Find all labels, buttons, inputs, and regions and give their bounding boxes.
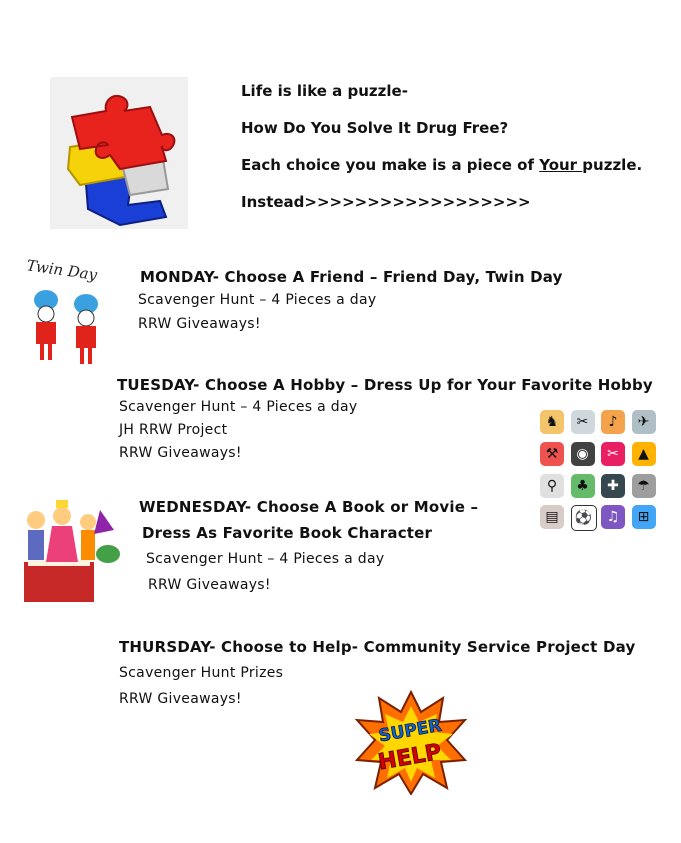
thursday-item-2: RRW Giveaways! (119, 691, 242, 707)
tent-icon: ▲ (632, 442, 656, 466)
wednesday-item-1: Scavenger Hunt – 4 Pieces a day (146, 551, 385, 567)
bicycle-icon: ⚲ (540, 474, 564, 498)
super-help-burst-icon (355, 690, 467, 795)
thursday-item-1: Scavenger Hunt Prizes (119, 665, 284, 681)
help-label: HELP (376, 739, 444, 776)
intro-line-3-underlined: Your (539, 156, 583, 174)
puzzle-image (50, 77, 188, 229)
tools-icon: ✂ (571, 410, 595, 434)
wednesday-heading-line-2: Dress As Favorite Book Character (142, 524, 433, 542)
thursday-heading: THURSDAY- Choose to Help- Community Service Project Day (119, 638, 636, 656)
wednesday-heading-line-1: WEDNESDAY- Choose A Book or Movie – (139, 498, 479, 516)
soccer-ball-icon: ⚽ (571, 505, 597, 531)
twin-characters-icon (18, 258, 120, 370)
plant-icon: ♣ (571, 474, 595, 498)
monday-item-2: RRW Giveaways! (138, 316, 261, 332)
thread-spool-icon: ⊞ (632, 505, 656, 529)
tuesday-item-3: RRW Giveaways! (119, 445, 242, 461)
watering-can-icon: ☂ (632, 474, 656, 498)
tuesday-heading: TUESDAY- Choose A Hobby – Dress Up for Your Favorite Hobby (117, 376, 653, 394)
camera-icon: ◉ (571, 442, 595, 466)
microphone-icon: ♫ (601, 505, 625, 529)
tuesday-item-1: Scavenger Hunt – 4 Pieces a day (119, 399, 358, 415)
intro-line-1: Life is like a puzzle- (241, 82, 408, 100)
intro-line-3 (241, 156, 642, 174)
super-label: SUPER (377, 715, 443, 747)
wednesday-item-2: RRW Giveaways! (148, 577, 271, 593)
gamepad-icon: ✚ (601, 474, 625, 498)
intro-line-4: Instead>>>>>>>>>>>>>>>>>> (241, 193, 531, 211)
scissors-icon: ✂ (601, 442, 625, 466)
twin-day-image (18, 258, 120, 370)
intro-line-2: How Do You Solve It Drug Free? (241, 119, 509, 137)
airplane-icon: ✈ (632, 410, 656, 434)
guitar-icon: ♪ (601, 410, 625, 434)
tuesday-item-2: JH RRW Project (119, 422, 228, 438)
intro-line-3-part-c: puzzle. (582, 156, 643, 174)
hobby-icons-image (540, 410, 658, 535)
twin-day-label: Twin Day (25, 258, 99, 284)
wrench-icon: ⚒ (540, 442, 564, 466)
intro-line-3-part-a: Each choice you make is a piece of (241, 156, 540, 174)
super-help-image (355, 690, 467, 795)
book-icon: ▤ (540, 505, 564, 529)
monday-heading: MONDAY- Choose A Friend – Friend Day, Twin Day (140, 268, 563, 286)
chess-knight-icon: ♞ (540, 410, 564, 434)
storybook-image (14, 490, 122, 608)
puzzle-pieces-icon (50, 77, 188, 229)
monday-item-1: Scavenger Hunt – 4 Pieces a day (138, 292, 377, 308)
storybook-characters-icon (14, 490, 122, 608)
